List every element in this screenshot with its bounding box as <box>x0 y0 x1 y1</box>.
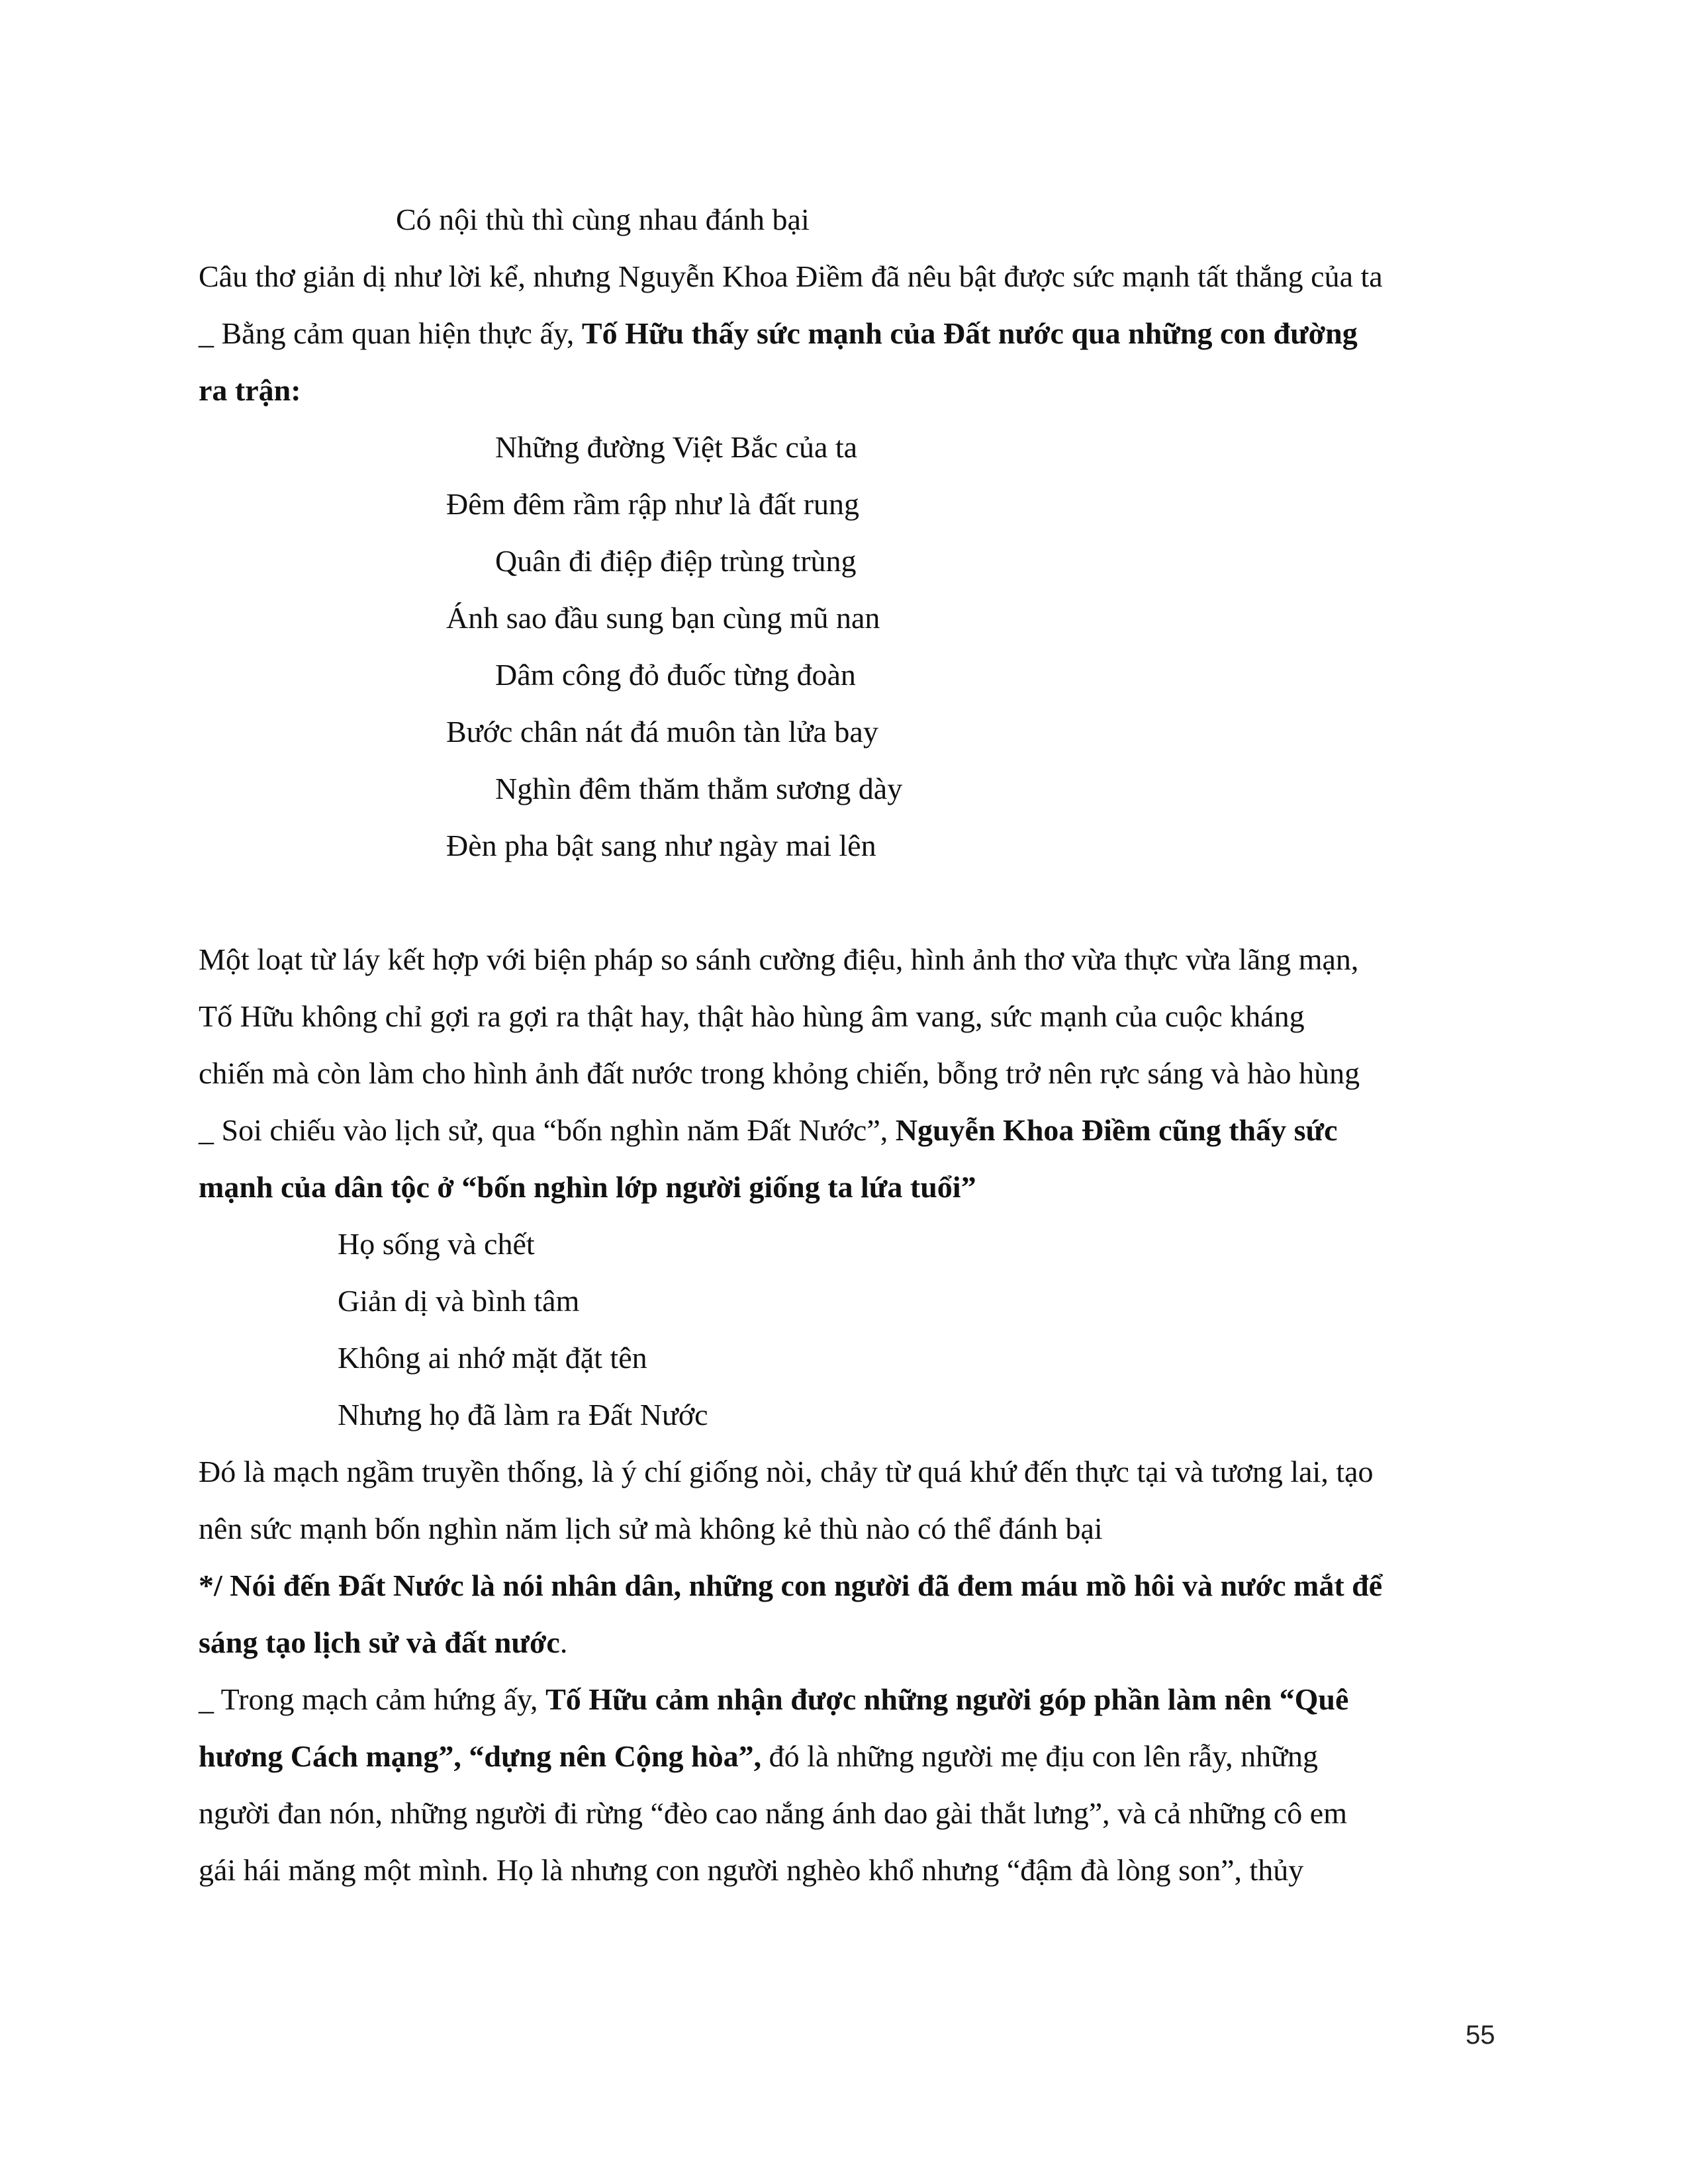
bold-text: Tố Hữu cảm nhận được những người góp phần làm nên “Quê <box>545 1682 1349 1716</box>
poem-line: Có nội thù thì cùng nhau đánh bại <box>396 203 810 236</box>
bold-text: hương Cách mạng”, “dựng nên Cộng hòa”, <box>199 1739 762 1773</box>
poem-line: Bước chân nát đá muôn tàn lửa bay <box>446 715 878 749</box>
poem-line: Đèn pha bật sang như ngày mai lên <box>446 829 876 862</box>
poem-line: Những đường Việt Bắc của ta <box>495 430 858 464</box>
poem-line: Nhưng họ đã làm ra Đất Nước <box>338 1398 708 1432</box>
body-line: Câu thơ giản dị như lời kể, nhưng Nguyễn Khoa Điềm đã nêu bật được sức mạnh tất thắng của ta <box>199 259 1383 293</box>
body-line: Một loạt từ láy kết hợp với biện pháp so sánh cường điệu, hình ảnh thơ vừa thực vừa lãng mạn, <box>199 942 1359 976</box>
body-line <box>199 1680 1348 1719</box>
body-text: _ Trong mạch cảm hứng ấy, <box>199 1682 546 1716</box>
bold-text: sáng tạo lịch sử và đất nước <box>199 1625 560 1659</box>
body-line: gái hái măng một mình. Họ là nhưng con người nghèo khổ nhưng “đậm đà lòng son”, thủy <box>199 1853 1304 1887</box>
body-line: người đan nón, những người đi rừng “đèo cao nắng ánh dao gài thắt lưng”, và cả những cô em <box>199 1796 1347 1830</box>
body-text: _ Bằng cảm quan hiện thực ấy, <box>199 316 582 350</box>
poem-line: Đêm đêm rầm rập như là đất rung <box>446 487 860 521</box>
body-line <box>199 314 1358 353</box>
body-line: ra trận: <box>199 373 301 407</box>
body-text: . <box>559 1625 568 1659</box>
poem-line: Quân đi điệp điệp trùng trùng <box>495 544 857 578</box>
body-text: _ Soi chiếu vào lịch sử, qua “bốn nghìn năm Đất Nước”, <box>199 1113 896 1147</box>
poem-line: Họ sống và chết <box>338 1227 535 1261</box>
body-line: nên sức mạnh bốn nghìn năm lịch sử mà không kẻ thù nào có thể đánh bại <box>199 1512 1103 1545</box>
body-line: mạnh của dân tộc ở “bốn nghìn lớp người giống ta lứa tuổi” <box>199 1170 976 1204</box>
page-number: 55 <box>1466 2021 1495 2050</box>
body-line <box>199 1111 1338 1150</box>
poem-line: Không ai nhớ mặt đặt tên <box>338 1341 647 1375</box>
body-line <box>199 1737 1318 1776</box>
poem-line: Nghìn đêm thăm thẳm sương dày <box>495 772 903 805</box>
heading-line: */ Nói đến Đất Nước là nói nhân dân, những con người đã đem máu mồ hôi và nước mắt để <box>199 1569 1383 1602</box>
poem-line: Ánh sao đầu sung bạn cùng mũ nan <box>446 601 880 635</box>
body-line: Đó là mạch ngầm truyền thống, là ý chí giống nòi, chảy từ quá khứ đến thực tại và tương lai, tạo <box>199 1455 1374 1488</box>
body-text: đó là những người mẹ địu con lên rẫy, những <box>761 1739 1319 1773</box>
bold-text: Nguyễn Khoa Điềm cũng thấy sức <box>895 1113 1338 1147</box>
heading-line <box>199 1623 567 1662</box>
bold-text: Tố Hữu thấy sức mạnh của Đất nước qua những con đường <box>581 316 1358 350</box>
poem-line: Giản dị và bình tâm <box>338 1284 580 1318</box>
body-line: chiến mà còn làm cho hình ảnh đất nước trong khỏng chiến, bỗng trở nên rực sáng và hào hùng <box>199 1056 1360 1090</box>
body-line: Tố Hữu không chỉ gợi ra gợi ra thật hay, thật hào hùng âm vang, sức mạnh của cuộc kháng <box>199 999 1305 1033</box>
poem-line: Dâm công đỏ đuốc từng đoàn <box>495 658 856 692</box>
